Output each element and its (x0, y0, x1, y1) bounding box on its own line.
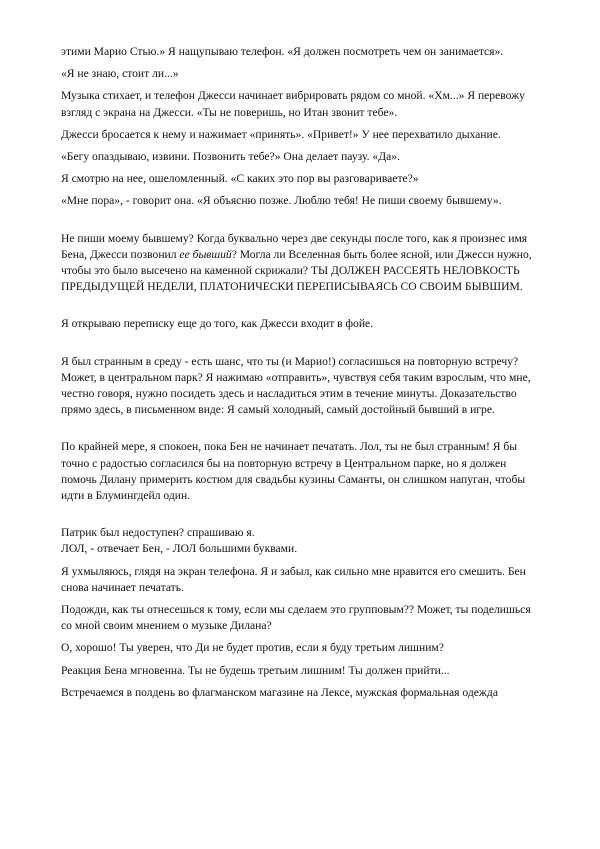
paragraph-14: Я ухмыляюсь, глядя на экран телефона. Я и забыл, как сильно мне нравится его смешить. Бен снова начинает печатать. (61, 564, 526, 594)
paragraph-8-after: ? Могла ли Вселенная быть более ясной, или Джесси нужно, чтобы это было высечено на каменной скрижали? ТЫ ДОЛЖЕН РАССЕЯТЬ НЕЛОВКОСТЬ ПРЕДЫДУЩЕЙ НЕДЕЛИ, ПЛАТОНИЧЕСКИ ПЕРЕПИСЫВАЯСЬ СО СВОИМ БЫВШИМ. (61, 247, 532, 294)
paragraph-10: Я был странным в среду - есть шанс, что ты (и Марио!) согласишься на повторную встречу? Может, в центральном парк? Я нажимаю «отправить», чувствуя себя таким взрослым, что мне, честно говоря, нужно посидеть здесь и насладиться этим в течение минуты. Доказательство прямо здесь, в письменном виде: Я самый холодный, самый достойный бывший в игре. (61, 354, 531, 417)
paragraph-4: Джесси бросается к нему и нажимает «принять». «Привет!» У нее перехватило дыхание. (61, 127, 501, 141)
paragraph-6: Я смотрю на нее, ошеломленный. «С каких это пор вы разговариваете?» (61, 172, 419, 186)
paragraph-8-emphasis: ее бывший (179, 247, 232, 261)
paragraph-12: Патрик был недоступен? спрашиваю я. (61, 526, 255, 540)
paragraph-16: О, хорошо! Ты уверен, что Ди не будет против, если я буду третьим лишним? (61, 641, 444, 655)
paragraph-11: По крайней мере, я спокоен, пока Бен не начинает печатать. Лол, ты не был странным! Я бы точно с радостью согласился бы на повторную встречу в Центральном парке, но я должен помочь Дилану примерить костюм для свадьбы кузины Саманты, он слишком напуган, чтобы идти в Блумингдейл один. (61, 440, 526, 503)
paragraph-1: этими Марио Стью.» Я нащупываю телефон. «Я должен посмотреть чем он занимается». (61, 45, 504, 58)
paragraph-18: Встречаемся в полдень во флагманском магазине на Лексе, мужская формальная одежда (61, 685, 498, 699)
paragraph-9: Я открываю переписку еще до того, как Джесси входит в фойе. (61, 317, 374, 331)
paragraph-8-before: Не пиши моему бывшему? Когда буквально через две секунды после того, как я произнес имя Бена, Джесси позвонил (61, 231, 528, 261)
paragraph-8 (61, 231, 539, 296)
paragraph-7: «Мне пора», - говорит она. «Я объясню позже. Люблю тебя! Не пиши своему бывшему». (61, 194, 502, 208)
paragraph-2: «Я не знаю, стоит ли...» (61, 67, 179, 81)
paragraph-15: Подожди, как ты отнесешься к тому, если мы сделаем это групповым?? Может, ты поделишься со мной своим мнением о музыке Дилана? (61, 603, 531, 633)
paragraph-5: «Бегу опаздываю, извини. Позвонить тебе?» Она делает паузу. «Да». (61, 150, 400, 164)
paragraph-3: Музыка стихает, и телефон Джесси начинает вибрировать рядом со мной. «Хм...» Я перевожу взгляд с экрана на Джесси. «Ты не поверишь, но Итан звонит тебе». (61, 89, 525, 119)
document-body (61, 44, 539, 701)
paragraph-13: ЛОЛ, - отвечает Бен, - ЛОЛ большими буквами. (61, 542, 298, 556)
paragraph-17: Реакция Бена мгновенна. Ты не будешь третьим лишним! Ты должен прийти... (61, 663, 450, 677)
